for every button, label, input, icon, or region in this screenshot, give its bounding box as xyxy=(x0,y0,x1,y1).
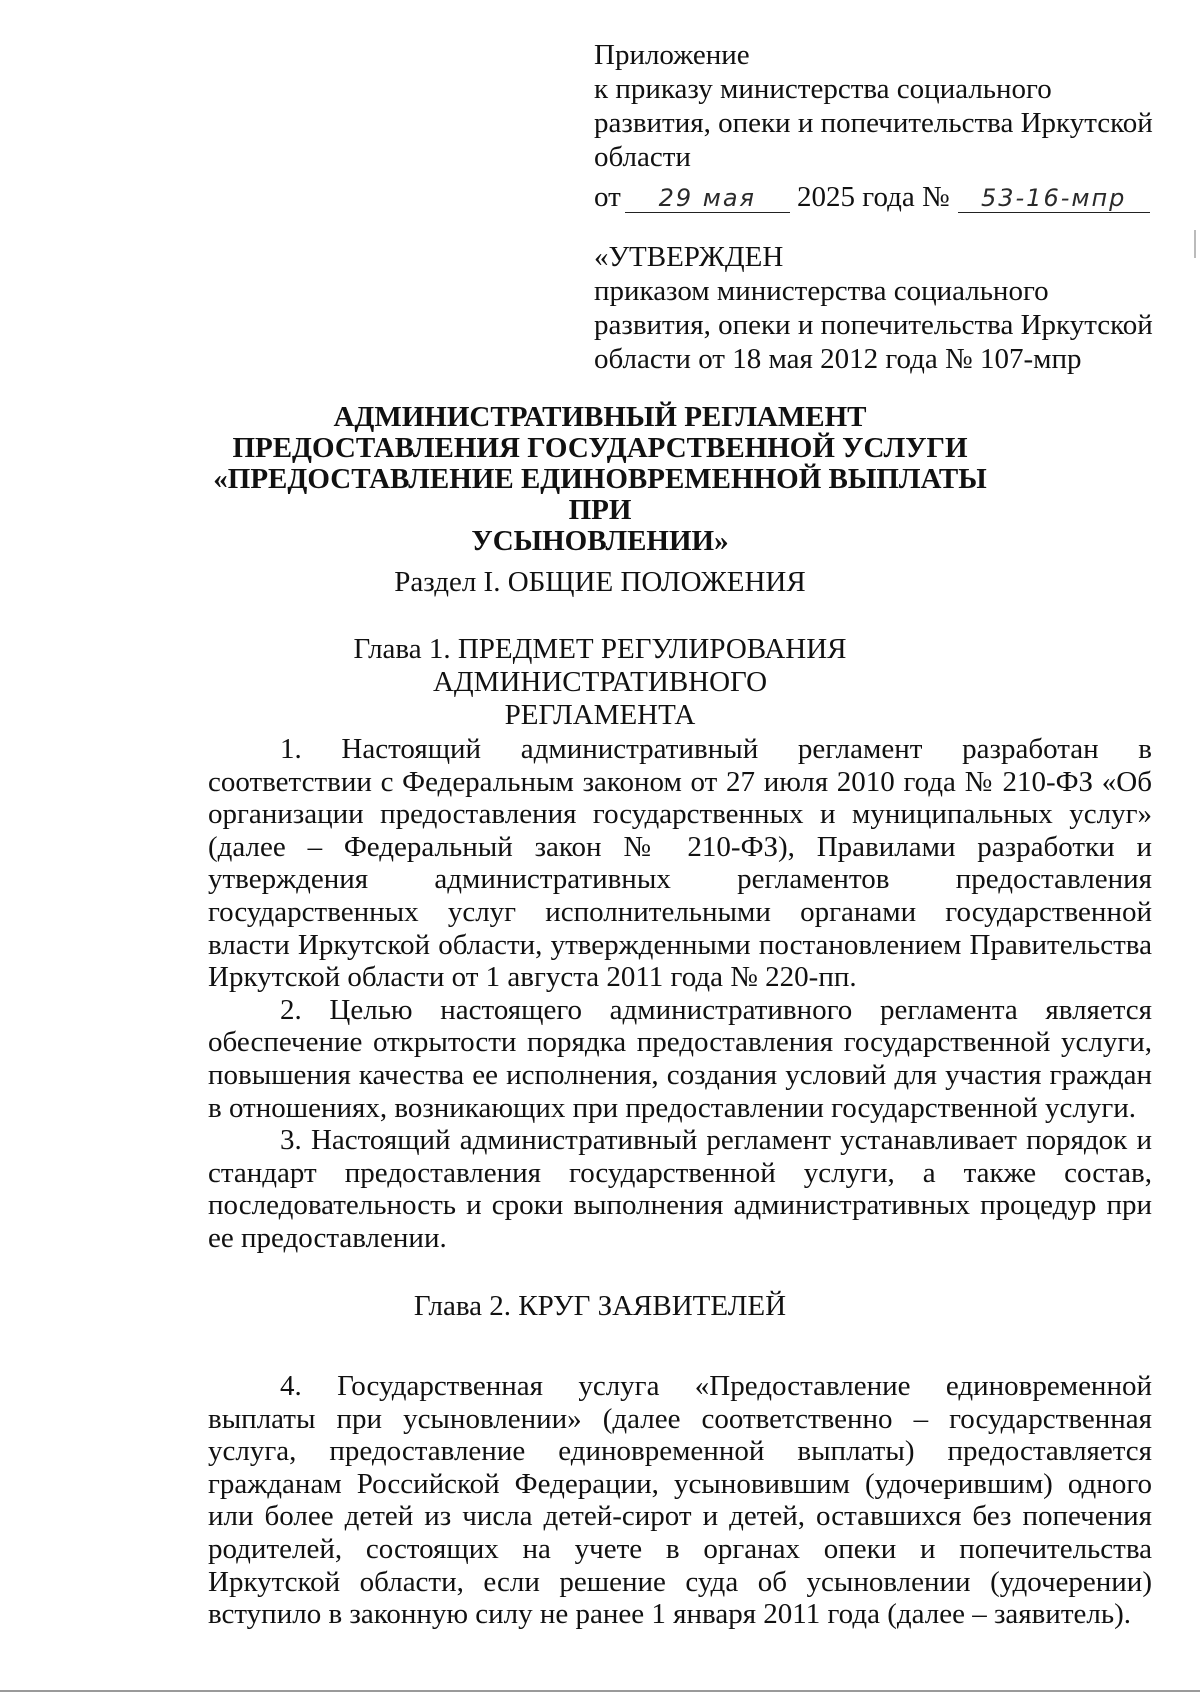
section-heading: Раздел I. ОБЩИЕ ПОЛОЖЕНИЯ xyxy=(394,566,806,598)
approved-line-4: области от 18 мая 2012 года № 107-мпр xyxy=(594,343,1082,375)
appendix-line-4: области xyxy=(594,141,691,173)
order-date-line xyxy=(594,180,1154,214)
approved-stamp-block xyxy=(594,240,1154,376)
chapter-2-heading: Глава 2. КРУГ ЗАЯВИТЕЛЕЙ xyxy=(413,1290,787,1322)
year-text: 2025 года № xyxy=(797,181,950,213)
paragraph-4: 4. Государственная услуга «Предоставление единовременной выплаты при усыновлении» (далее соответственно – государственная услуга, предоставление единовременной выплаты) предоставляется гражданам Российской Федерации, усыновившим (удочерившим) одного или более детей из числа детей-сирот и детей, оставшихся без попечения родителей, состоящих на учете в органах опеки и попечительства Иркутской области, если решение суда об усыновлении (удочерении) вступило в законную силу не ранее 1 января 2011 года (далее – заявитель). xyxy=(208,1370,1152,1631)
paragraph-2: 2. Целью настоящего административного регламента является обеспечение открытости порядка предоставления государственной услуги, повышения качества ее исполнения, создания условий для участия граждан в отношениях, возникающих при предоставлении государственной услуги. xyxy=(208,993,1152,1124)
paragraph-1: 1. Настоящий административный регламент разработан в соответствии с Федеральным законом от 27 июля 2010 года № 210-ФЗ «Об организации предоставления государственных и муниципальных услуг» (далее – Федеральный закон № 210-ФЗ), Правилами разработки и утверждения административных регламентов предоставления государственных услуг исполнительными органами государственной власти Иркутской области, утвержденными постановлением Правительства Иркутской области от 1 августа 2011 года № 220-пп. xyxy=(208,733,1152,994)
approved-line-1: «УТВЕРЖДЕН xyxy=(594,241,784,273)
margin-mark xyxy=(1194,230,1196,258)
title-line-3: «ПРЕДОСТАВЛЕНИЕ ЕДИНОВРЕМЕННОЙ ВЫПЛАТЫ ПРИ xyxy=(213,463,987,526)
title-line-1: АДМИНИСТРАТИВНЫЙ РЕГЛАМЕНТ xyxy=(333,401,867,433)
chapter-1-heading xyxy=(200,633,1000,732)
chapter-1-body xyxy=(208,733,1152,1255)
title-line-4: УСЫНОВЛЕНИИ» xyxy=(471,525,729,557)
appendix-line-1: Приложение xyxy=(594,39,750,71)
date-prefix: от xyxy=(594,181,621,213)
chapter-1-line-2: РЕГЛАМЕНТА xyxy=(504,699,696,731)
chapter-1-line-1: Глава 1. ПРЕДМЕТ РЕГУЛИРОВАНИЯ АДМИНИСТРАТИВНОГО xyxy=(353,633,847,698)
approved-line-2: приказом министерства социального xyxy=(594,275,1049,307)
handwritten-order-number: 53-16-мпр xyxy=(958,184,1150,213)
appendix-line-2: к приказу министерства социального xyxy=(594,73,1052,105)
chapter-2-body xyxy=(208,1370,1152,1631)
appendix-line-3: развития, опеки и попечительства Иркутской xyxy=(594,107,1153,139)
title-line-2: ПРЕДОСТАВЛЕНИЯ ГОСУДАРСТВЕННОЙ УСЛУГИ xyxy=(232,432,968,464)
handwritten-date: 29 мая xyxy=(625,184,790,213)
appendix-header xyxy=(594,38,1154,214)
approved-line-3: развития, опеки и попечительства Иркутской xyxy=(594,309,1153,341)
paragraph-3: 3. Настоящий административный регламент устанавливает порядок и стандарт предоставления государственной услуги, а также состав, последовательность и сроки выполнения административных процедур при ее предоставлении. xyxy=(208,1124,1152,1254)
document-title xyxy=(200,402,1000,557)
scan-bottom-edge xyxy=(0,1690,1200,1692)
